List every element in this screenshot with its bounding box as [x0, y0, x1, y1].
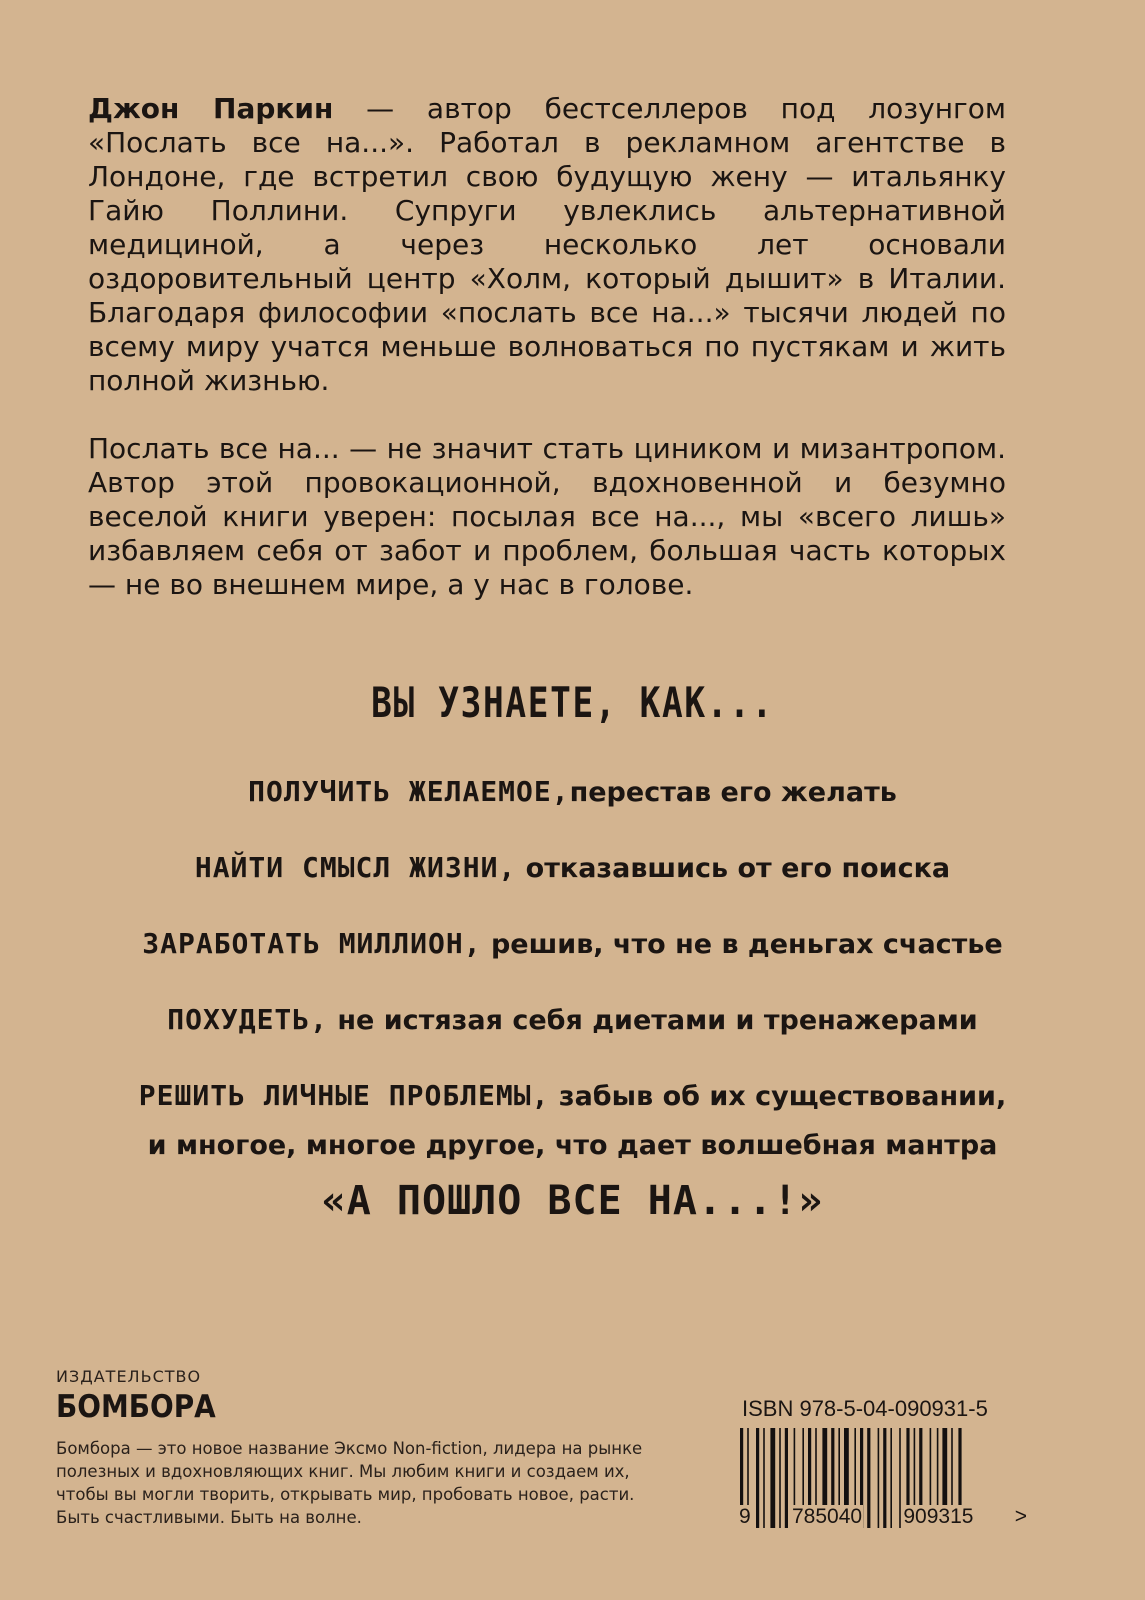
barcode-digit-group: 785040: [791, 1505, 863, 1528]
book-description: Послать все на... — не значит стать циником и мизантропом. Автор этой провокационной, вдохновенной и безумно веселой книги уверен: посылая все на..., мы «всего лишь» избавляем себя от забот и проблем, большая часть которых — не во внешнем мире, а у нас в голове.: [88, 432, 1006, 601]
author-bio-text: — автор бестселлеров под лозунгом «Послать все на...». Работал в рекламном агентстве в Лондоне, где встретил свою будущую жену — итальянку Гайю Поллини. Супруги увлеклись альтернативной медициной, а через несколько лет основали оздоровительный центр «Холм, который дышит» в Италии. Благодаря философии «послать все на...» тысячи людей по всему миру учатся меньше волноваться по пустякам и жить полной жизнью.: [88, 92, 1006, 397]
learn-heading: ВЫ УЗНАЕТЕ, КАК...: [371, 678, 774, 727]
author-name: Джон Паркин: [88, 92, 334, 125]
isbn: ISBN 978-5-04-090931-5: [742, 1396, 988, 1421]
learn-item: ПОЛУЧИТЬ ЖЕЛАЕМОЕ,перестав его желать: [248, 775, 897, 808]
learn-item: НАЙТИ СМЫСЛ ЖИЗНИ, отказавшись от его поиска: [194, 851, 951, 884]
barcode-digit-group: 9: [739, 1505, 751, 1528]
barcode-digit-group: 909315: [903, 1505, 974, 1528]
barcode-digit-group: >: [1014, 1505, 1027, 1528]
author-bio: [88, 92, 1006, 398]
mantra: «А ПОШЛО ВСЕ НА...!»: [321, 1178, 824, 1224]
learn-item: ПОХУДЕТЬ, не истязая себя диетами и тренажерами: [167, 1003, 978, 1036]
publisher-description: Бомбора — это новое название Эксмо Non-fiction, лидера на рынке полезных и вдохновляющих книг. Мы любим книги и создаем их, чтобы вы могли творить, открывать мир, пробовать новое, расти. Быть счастливыми. Быть на волне.: [56, 1439, 643, 1527]
barcode-digits: [738, 1505, 1028, 1529]
publisher-label: ИЗДАТЕЛЬСТВО: [56, 1367, 202, 1386]
learn-item: ЗАРАБОТАТЬ МИЛЛИОН, решив, что не в деньгах счастье: [142, 927, 1003, 960]
publisher-logo: БОМБОРА: [56, 1389, 216, 1425]
learn-item: РЕШИТЬ ЛИЧНЫЕ ПРОБЛЕМЫ, забыв об их существовании,: [138, 1079, 1007, 1112]
learn-item-more: и многое, многое другое, что дает волшебная мантра: [147, 1130, 998, 1161]
